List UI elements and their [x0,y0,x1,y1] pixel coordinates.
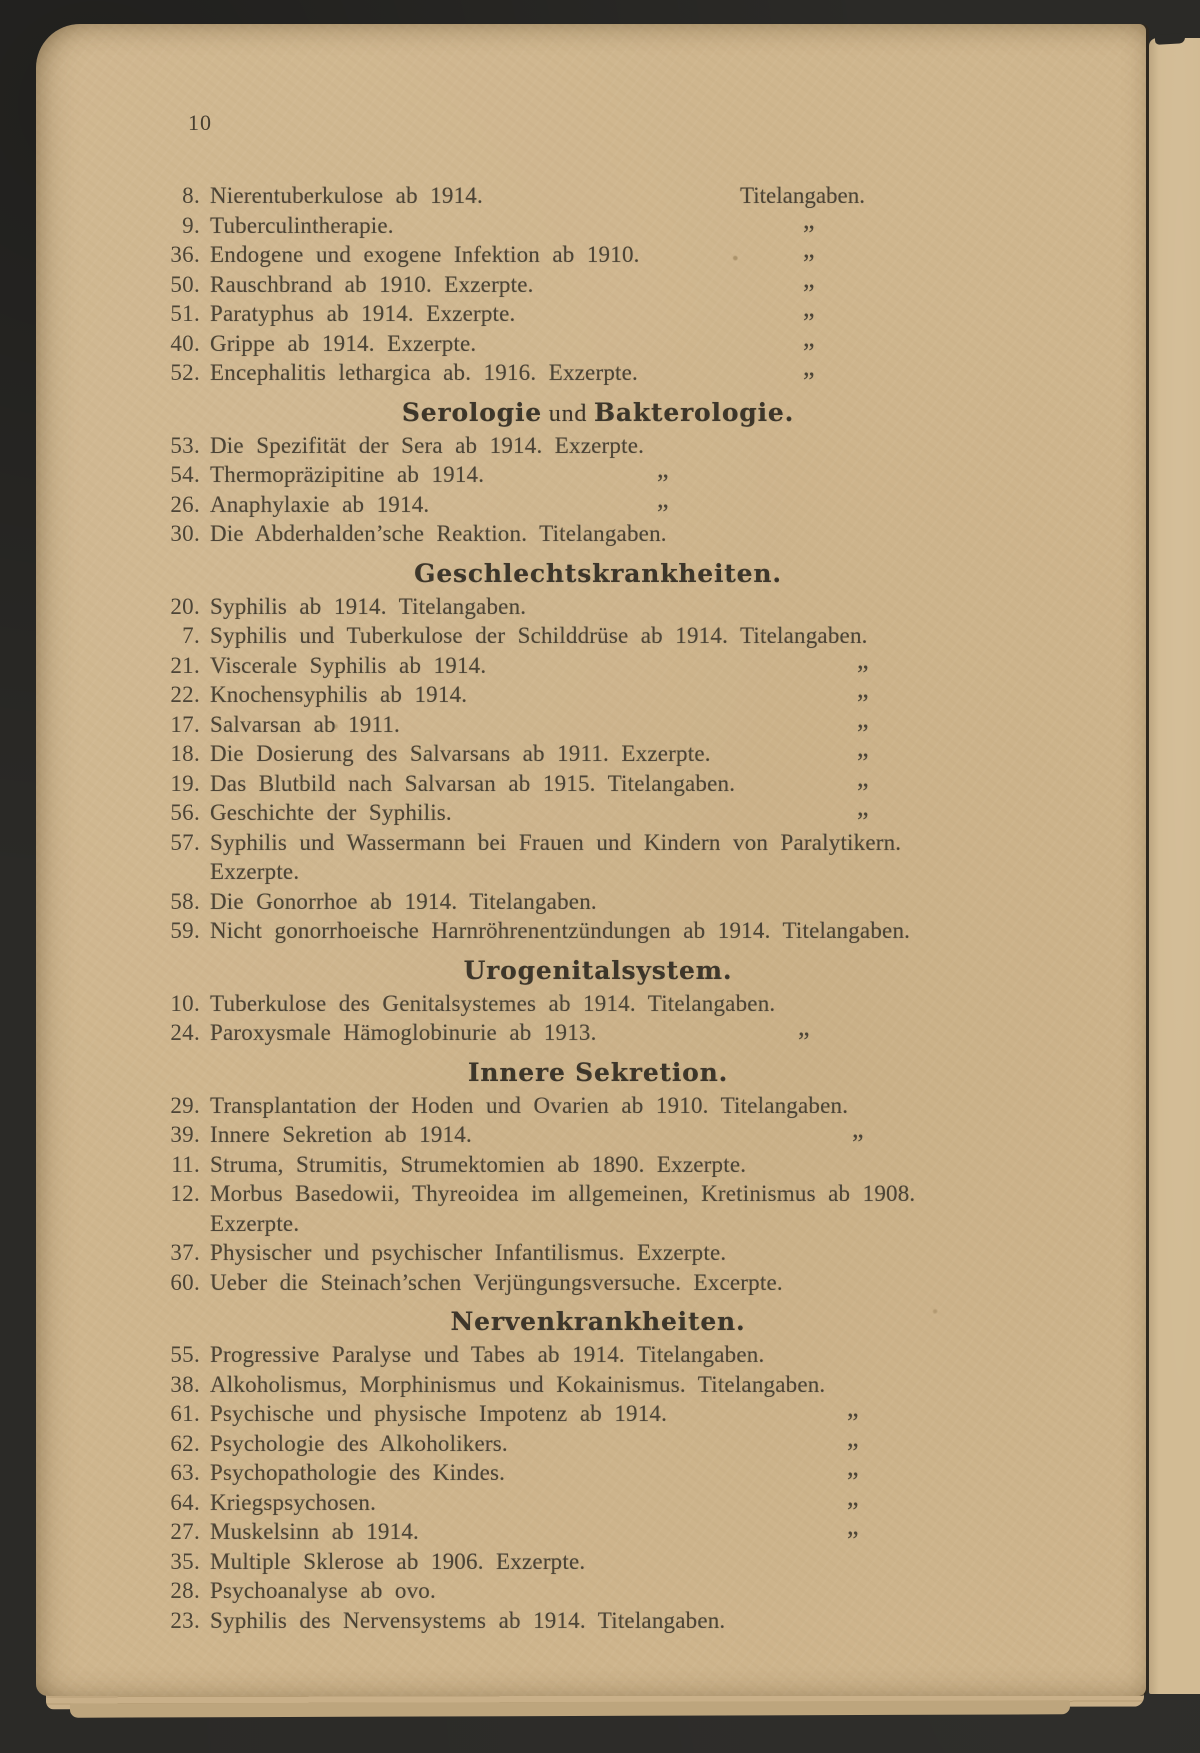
item-number: 30. [170,521,200,546]
item-number: 52. [170,360,200,385]
list-item [36,1372,1146,1402]
section-heading: Nervenkrankheiten. [450,1307,746,1336]
list-item [36,1452,1146,1490]
item-number: 58. [170,888,200,914]
list-item [36,293,1146,331]
list-item [36,889,1146,919]
ditto-mark: „ [657,454,668,483]
item-text: Physischer und psychischer Infantilismus. Exzerpte. [210,1240,727,1265]
item-number: 24. [170,1020,200,1045]
ditto-mark: „ [852,1114,863,1143]
item-text: Nicht gonorrhoeische Harnröhrenentzündungen ab 1914. Titelangaben. [210,918,911,943]
item-number: 63. [170,1460,200,1485]
item-text: Endogene und exogene Infektion ab 1910. [210,242,640,267]
item-text: Progressive Paralyse und Tabes ab 1914. Titelangaben. [210,1342,765,1367]
list-item [36,991,1146,1021]
ditto-mark: „ [847,1452,858,1481]
under-page-edge-2 [70,1700,1070,1717]
item-number: 18. [170,741,200,766]
list-item [36,1093,1146,1123]
list-item [36,918,1146,948]
item-text: Anaphylaxie ab 1914. [210,491,430,517]
ditto-mark: „ [857,733,868,762]
item-text: Kriegspsychosen. [210,1489,377,1515]
item-text: Syphilis und Tuberkulose der Schilddrüse ab 1914. Titelangaben. [210,623,868,648]
heading-connector: und [541,400,594,427]
item-number: 62. [170,1430,200,1456]
page-number: 10 [188,110,212,135]
list-item [36,703,1146,742]
ditto-mark: „ [857,703,868,733]
list-item [36,1511,1146,1549]
list-item [36,263,1146,302]
list-item [36,521,1146,551]
item-number: 27. [170,1519,200,1544]
item-text: Tuberkulose des Genitalsystemes ab 1914. Titelangaben. [210,990,776,1016]
item-text: Knochensyphilis ab 1914. [210,682,468,707]
list-item [36,1012,1146,1050]
list-item [36,1270,1146,1300]
list-item-continuation [36,859,1146,889]
ditto-mark: „ [803,322,814,352]
section-heading: Urogenitalsystem. [463,955,733,985]
item-text: Tuberculintherapie. [210,212,394,238]
ditto-mark: „ [803,263,814,293]
list-item [36,762,1146,801]
item-text: Die Abderhalden’sche Reaktion. Titelangaben. [210,521,667,546]
item-text: Innere Sekretion ab 1914. [210,1122,472,1147]
item-number: 12. [170,1181,200,1206]
ditto-mark: „ [857,644,868,674]
item-text: Viscerale Syphilis ab 1914. [210,652,487,678]
item-text: Rauschbrand ab 1910. Exzerpte. [210,271,534,297]
item-text: Thermopräzipitine ab 1914. [210,462,485,487]
list-item [36,483,1146,522]
item-text: Encephalitis lethargica ab. 1916. Exzerpte. [210,360,638,385]
list-item [36,183,1146,213]
list-item [36,674,1146,712]
item-number: 56. [170,800,200,825]
list-item [36,433,1146,463]
list-item [36,1549,1146,1579]
list-item [36,1181,1146,1211]
item-number: 59. [170,918,200,943]
item-text: Nierentuberkulose ab 1914. [210,183,483,208]
item-text: Salvarsan ab 1911. [210,711,401,737]
ditto-mark: „ [857,674,868,703]
item-number: 28. [170,1578,200,1603]
item-text: Die Gonorrhoe ab 1914. Titelangaben. [210,888,597,914]
item-number: 11. [171,1151,200,1177]
item-number: 61. [170,1401,200,1426]
scanned-page [36,24,1146,1696]
item-note: Titelangaben. [740,183,865,208]
list-item [36,1608,1146,1638]
item-number: 10. [170,990,200,1016]
item-number: 19. [170,770,200,796]
list-item [36,1481,1146,1520]
list-item-continuation [36,1211,1146,1241]
item-number: 9. [182,212,200,238]
item-text: Exzerpte. [210,859,300,884]
heading-word: Bakterologie. [593,397,795,427]
item-text: Psychopathologie des Kindes. [210,1460,506,1485]
item-text: Exzerpte. [210,1210,300,1236]
item-number: 35. [170,1548,200,1574]
item-text: Paratyphus ab 1914. Exzerpte. [210,301,516,326]
list-item [36,234,1146,272]
item-text: Psychologie des Alkoholikers. [210,1430,508,1456]
list-item [36,623,1146,653]
item-number: 55. [170,1342,200,1367]
ditto-mark: „ [803,234,814,263]
item-number: 54. [170,462,200,487]
item-number: 22. [170,682,200,707]
list-item [36,1152,1146,1182]
item-number: 38. [170,1371,200,1397]
ditto-mark: „ [798,1012,809,1041]
item-text: Multiple Sklerose ab 1906. Exzerpte. [210,1548,586,1574]
item-number: 26. [170,491,200,517]
list-item [36,204,1146,243]
list-item [36,830,1146,860]
list-item [36,1342,1146,1372]
item-text: Muskelsinn ab 1914. [210,1519,419,1544]
list-item [36,352,1146,390]
item-text: Das Blutbild nach Salvarsan ab 1915. Titelangaben. [210,770,736,796]
list-item [36,1114,1146,1152]
item-number: 29. [170,1092,200,1118]
item-number: 57. [170,829,200,855]
item-number: 36. [170,242,200,267]
section-heading [206,398,990,428]
item-text: Transplantation der Hoden und Ovarien ab 1910. Titelangaben. [210,1092,849,1118]
list-item [36,792,1146,830]
item-text: Syphilis und Wassermann bei Frauen und Kindern von Paralytikern. [210,829,902,855]
item-text: Syphilis des Nervensystems ab 1914. Titelangaben. [210,1607,726,1633]
item-number: 20. [170,593,200,619]
ditto-mark: „ [847,1422,858,1452]
item-text: Grippe ab 1914. Exzerpte. [210,330,477,356]
item-number: 39. [170,1122,200,1147]
list-item [36,454,1146,492]
item-number: 17. [170,711,200,737]
ditto-mark: „ [803,352,814,381]
item-number: 21. [170,652,200,678]
list-item [36,594,1146,624]
list-item [36,1578,1146,1608]
item-text: Alkoholismus, Morphinismus und Kokainismus. Titelangaben. [210,1371,826,1397]
list-item [36,1240,1146,1270]
heading-word: Serologie [401,397,542,427]
ditto-mark: „ [803,204,814,234]
item-number: 8. [182,183,200,208]
list-item [36,322,1146,361]
ditto-mark: „ [847,1393,858,1422]
item-text: Die Dosierung des Salvarsans ab 1911. Exzerpte. [210,741,711,766]
item-number: 51. [170,301,200,326]
item-number: 23. [170,1607,200,1633]
section-heading: Geschlechtskrankheiten. [414,558,782,588]
item-text: Psychoanalyse ab ovo. [210,1578,436,1603]
list-item [36,644,1146,683]
page-list [36,183,1146,1637]
item-number: 7. [182,623,200,648]
item-text: Syphilis ab 1914. Titelangaben. [210,593,527,619]
item-text: Geschichte der Syphilis. [210,800,452,825]
item-text: Struma, Strumitis, Strumektomien ab 1890. Exzerpte. [210,1151,747,1177]
ditto-mark: „ [857,762,868,792]
item-number: 50. [170,271,200,297]
ditto-mark: „ [657,483,668,513]
section-heading: Innere Sekretion. [467,1057,729,1087]
item-text: Paroxysmale Hämoglobinurie ab 1913. [210,1020,597,1045]
item-number: 37. [170,1240,200,1265]
ditto-mark: „ [857,792,868,821]
item-text: Die Spezifität der Sera ab 1914. Exzerpte. [210,432,645,458]
ditto-mark: „ [847,1481,858,1511]
list-item [36,1393,1146,1431]
ditto-mark: „ [803,293,814,322]
next-page-edge [1149,38,1200,1694]
item-number: 40. [170,330,200,356]
item-text: Morbus Basedowii, Thyreoidea im allgemeinen, Kretinismus ab 1908. [210,1181,916,1206]
list-item [36,733,1146,771]
item-text: Ueber die Steinach’schen Verjüngungsversuche. Excerpte. [210,1269,783,1295]
item-text: Psychische und physische Impotenz ab 1914. [210,1401,668,1426]
list-item [36,1422,1146,1461]
item-number: 60. [170,1269,200,1295]
ditto-mark: „ [847,1511,858,1540]
item-number: 53. [170,432,200,458]
item-number: 64. [170,1489,200,1515]
